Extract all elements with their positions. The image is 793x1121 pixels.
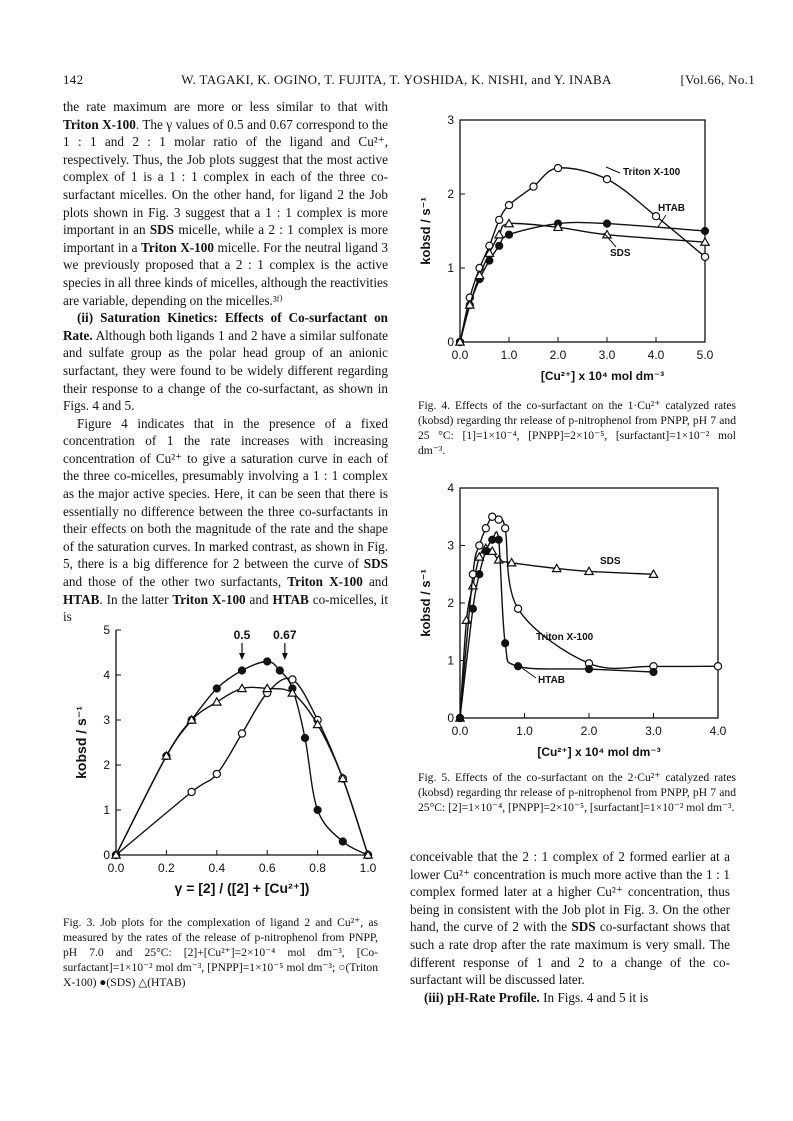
text-run: the rate maximum are more or less similar to that with bbox=[63, 99, 388, 114]
data-point-open-circle bbox=[714, 663, 721, 670]
data-point-open-circle bbox=[476, 542, 483, 549]
data-point-filled-circle bbox=[314, 806, 321, 813]
y-tick-label: 0 bbox=[103, 848, 110, 862]
data-point-triangle bbox=[213, 698, 221, 705]
text-run-bold: Triton X-100 bbox=[172, 591, 246, 607]
y-tick-label: 2 bbox=[447, 596, 454, 610]
x-tick-label: 0.0 bbox=[451, 348, 469, 362]
series-label: HTAB bbox=[658, 203, 686, 214]
text-run: conceivable that the 2 : 1 complex of 2 formed earlier at a lower Cu²⁺ concentration is much more active than the 1 : 1 complex formed later at a higher Cu²⁺ concentration, thus being in consistent with the Job plot in Fig. 3. On the other hand, the curve of 2 with the bbox=[410, 849, 730, 935]
paragraph-ph-rate bbox=[410, 989, 730, 1007]
text-run: co-surfactant shows that such a rate drop after the rate maximum is very small. The different response of 1 and 2 to a change of the co-surfactant will be discussed later. bbox=[410, 919, 730, 988]
figure-3-caption bbox=[63, 915, 378, 990]
annotation-label: 0.67 bbox=[273, 628, 297, 642]
figure-3-chart bbox=[60, 620, 390, 895]
series-curve bbox=[460, 223, 705, 342]
y-tick-label: 4 bbox=[103, 668, 110, 682]
data-point-filled-circle bbox=[456, 714, 463, 721]
y-tick-label: 0 bbox=[447, 335, 454, 349]
annotation-label: 0.5 bbox=[233, 628, 251, 642]
text-run-bold: Triton X-100 bbox=[287, 574, 363, 590]
y-tick-label: 0 bbox=[447, 711, 454, 725]
data-point-triangle bbox=[495, 231, 503, 238]
y-tick-label: 1 bbox=[447, 261, 454, 275]
caption-text: Fig. 4. Effects of the co-surfactant on the 1·Cu²⁺ catalyzed rates (kobsd) regarding thr release of p-nitrophenol from PNPP, pH 7 and 25 °C: [1]=1×10⁻⁴, [PNPP]=2×10⁻⁵, [surfactant]=1×10⁻² mol dm⁻³. bbox=[418, 399, 736, 457]
data-point-filled-circle bbox=[339, 838, 346, 845]
left-column bbox=[63, 98, 388, 626]
x-axis-label: γ = [2] / ([2] + [Cu²⁺]) bbox=[174, 880, 310, 896]
data-point-filled-circle bbox=[301, 734, 308, 741]
data-point-open-circle bbox=[603, 176, 610, 183]
series-label: Triton X-100 bbox=[536, 632, 594, 643]
x-tick-label: 0.6 bbox=[258, 861, 276, 875]
figure-4-caption bbox=[418, 398, 736, 458]
text-run: and those of the other two surfactants, bbox=[63, 574, 288, 590]
y-tick-label: 5 bbox=[103, 623, 110, 637]
paragraph-conceivable bbox=[410, 848, 730, 989]
x-axis-label: [Cu²⁺] x 10⁴ mol dm⁻³ bbox=[537, 745, 661, 759]
data-point-filled-circle bbox=[264, 658, 271, 665]
text-run: and bbox=[245, 591, 273, 607]
label-leader bbox=[606, 167, 620, 173]
section-heading: (iii) pH-Rate Profile. bbox=[424, 989, 540, 1005]
caption-text: Fig. 5. Effects of the co-surfactant on the 2·Cu²⁺ catalyzed rates (kobsd) regarding thr release of p-nitrophenol from PNPP, pH 7 and 25°C: [2]=1×10⁻⁴, [PNPP]=2×10⁻⁵, [surfactant]=1×10⁻² mol dm⁻³. bbox=[418, 771, 736, 814]
data-point-filled-circle bbox=[213, 685, 220, 692]
data-point-filled-circle bbox=[505, 231, 512, 238]
y-axis-label: kobsd / s⁻¹ bbox=[418, 197, 433, 265]
x-tick-label: 0.8 bbox=[309, 861, 326, 875]
x-tick-label: 5.0 bbox=[696, 348, 714, 362]
x-tick-label: 4.0 bbox=[709, 724, 727, 738]
y-tick-label: 4 bbox=[447, 481, 454, 495]
data-point-open-circle bbox=[701, 253, 708, 260]
y-tick-label: 1 bbox=[103, 803, 110, 817]
text-run-bold: SDS bbox=[571, 919, 596, 935]
x-axis-label: [Cu²⁺] x 10⁴ mol dm⁻³ bbox=[540, 369, 665, 383]
text-run-bold: Triton X-100 bbox=[63, 116, 136, 132]
y-tick-label: 3 bbox=[103, 713, 110, 727]
annotation-arrowhead bbox=[282, 653, 288, 660]
running-header-authors: W. TAGAKI, K. OGINO, T. FUJITA, T. YOSHIDA, K. NISHI, and Y. INABA bbox=[181, 72, 612, 87]
y-tick-label: 2 bbox=[103, 758, 110, 772]
text-run: . In the latter bbox=[99, 591, 173, 607]
x-tick-label: 1.0 bbox=[500, 348, 518, 362]
data-point-open-circle bbox=[554, 165, 561, 172]
x-tick-label: 0.4 bbox=[208, 861, 226, 875]
text-run-bold: Triton X-100 bbox=[141, 239, 214, 255]
text-run: Although both ligands 1 and 2 have a similar sulfonate and sulfate group as the polar head group of an anionic surfactant, they were found to be widely different regarding their response to a change of the co-surfactant, as shown in Figs. 4 and 5. bbox=[63, 327, 388, 414]
data-point-filled-circle bbox=[701, 227, 708, 234]
data-point-open-circle bbox=[213, 770, 220, 777]
text-run-bold: HTAB bbox=[272, 591, 309, 607]
text-run: co-micelles, it is bbox=[63, 591, 389, 625]
data-point-open-circle bbox=[502, 525, 509, 532]
data-point-open-circle bbox=[188, 788, 195, 795]
text-run: micelle, while a 2 : 1 complex is more important in a bbox=[63, 222, 388, 255]
text-run: Figure 4 indicates that in the presence of a fixed concentration of 1 the rate increases with increasing concentration of Cu²⁺ to give a saturation curve in each of the three co-micelles, presumably involving a 1 : 1 complex as the major active species. Here, it can be seen that there is essentially no difference between the three co-surfactants in their effects on both the magnitude of the rate and the shape of the saturation curves. In marked contrast, as shown in Fig. 5, there is a big difference for 2 between the curve of bbox=[63, 415, 388, 572]
caption-text: Fig. 3. Job plots for the complexation of ligand 2 and Cu²⁺, as measured by the rates of the release of p-nitrophenol from PNPP, pH 7.0 and 25°C: [2]+[Cu²⁺]=2×10⁻⁴ mol dm⁻³, [Co-surfactant]=1×10⁻² mol dm⁻³, [PNPP]=1×10⁻⁵ mol dm⁻³; ○(Triton X-100) ●(SDS) △(HTAB) bbox=[63, 916, 378, 989]
data-point-open-circle bbox=[482, 525, 489, 532]
data-point-open-circle bbox=[495, 516, 502, 523]
text-run-bold: SDS bbox=[149, 222, 175, 238]
text-run: micelle. For the neutral ligand 3 we previously proposed that a 2 : 1 complex is the active species in all three kinds of micelles, although the reactivities are variable, depending on the micelles.³ᶠ⁾ bbox=[63, 239, 388, 308]
data-point-filled-circle bbox=[276, 667, 283, 674]
figure-4-chart bbox=[410, 105, 725, 390]
data-point-filled-circle bbox=[650, 668, 657, 675]
text-run: In Figs. 4 and 5 it is bbox=[539, 989, 649, 1005]
running-header-volume: [Vol.66, No.1 bbox=[680, 72, 755, 87]
data-point-filled-circle bbox=[476, 571, 483, 578]
text-run: . The γ values of 0.5 and 0.67 correspond to the 1 : 1 and 2 : 1 molar ratio of the ligand and Cu²⁺, respectively. Thus, the Job plots suggest that the most active complex of 1 is a 1 : 1 complex in each of the three co-surfactant micelles. On the other hand, for ligand 2 the Job plots shown in Fig. 3 suggest that a 1 : 1 complex is more important in an bbox=[63, 116, 388, 238]
data-point-filled-circle bbox=[603, 220, 610, 227]
x-tick-label: 4.0 bbox=[647, 348, 665, 362]
data-point-filled-circle bbox=[514, 663, 521, 670]
series-label: HTAB bbox=[538, 675, 566, 686]
y-tick-label: 3 bbox=[447, 538, 454, 553]
x-tick-label: 0.2 bbox=[158, 861, 175, 875]
text-run-bold: HTAB bbox=[63, 591, 100, 607]
figure-5-chart bbox=[410, 478, 725, 763]
data-point-filled-circle bbox=[469, 605, 476, 612]
series-curve bbox=[460, 168, 705, 342]
data-point-filled-circle bbox=[585, 666, 592, 673]
series-curve bbox=[116, 678, 368, 855]
series-label: SDS bbox=[600, 556, 621, 567]
paragraph-saturation-kinetics bbox=[63, 309, 388, 415]
x-tick-label: 0.0 bbox=[451, 724, 469, 738]
x-tick-label: 0.0 bbox=[107, 861, 125, 875]
right-column bbox=[410, 848, 730, 1006]
figure-5-caption bbox=[418, 770, 736, 815]
series-curve bbox=[460, 222, 705, 342]
x-tick-label: 1.0 bbox=[516, 724, 533, 738]
label-leader bbox=[522, 668, 536, 678]
data-point-filled-circle bbox=[495, 536, 502, 543]
x-tick-label: 1.0 bbox=[359, 861, 377, 875]
y-tick-label: 2 bbox=[447, 187, 454, 201]
paragraph-figure-4 bbox=[63, 415, 388, 626]
data-point-filled-circle bbox=[238, 667, 245, 674]
data-point-filled-circle bbox=[482, 548, 489, 555]
data-point-open-circle bbox=[514, 605, 521, 612]
data-point-filled-circle bbox=[502, 640, 509, 647]
data-point-open-circle bbox=[530, 183, 537, 190]
series-label: Triton X-100 bbox=[623, 167, 681, 178]
y-axis-label: kobsd / s⁻¹ bbox=[418, 569, 433, 637]
series-label: SDS bbox=[610, 248, 631, 259]
x-tick-label: 3.0 bbox=[598, 348, 616, 362]
x-tick-label: 2.0 bbox=[549, 348, 567, 362]
data-point-filled-circle bbox=[496, 242, 503, 249]
section-heading: (ii) Saturation Kinetics: Effects of Co-surfactant on Rate. bbox=[63, 310, 388, 343]
data-point-open-circle bbox=[238, 730, 245, 737]
text-run: and bbox=[362, 574, 388, 590]
text-run-bold: SDS bbox=[363, 556, 388, 572]
data-point-open-circle bbox=[496, 216, 503, 223]
y-tick-label: 3 bbox=[447, 113, 454, 127]
data-point-open-circle bbox=[505, 202, 512, 209]
paragraph-job-plots bbox=[63, 98, 388, 309]
y-axis-label: kobsd / s⁻¹ bbox=[73, 706, 89, 779]
y-tick-label: 1 bbox=[447, 653, 454, 668]
page-number: 142 bbox=[63, 72, 84, 87]
x-tick-label: 3.0 bbox=[645, 724, 662, 738]
annotation-arrowhead bbox=[239, 653, 245, 660]
x-tick-label: 2.0 bbox=[580, 724, 598, 738]
series-curve bbox=[460, 532, 654, 718]
